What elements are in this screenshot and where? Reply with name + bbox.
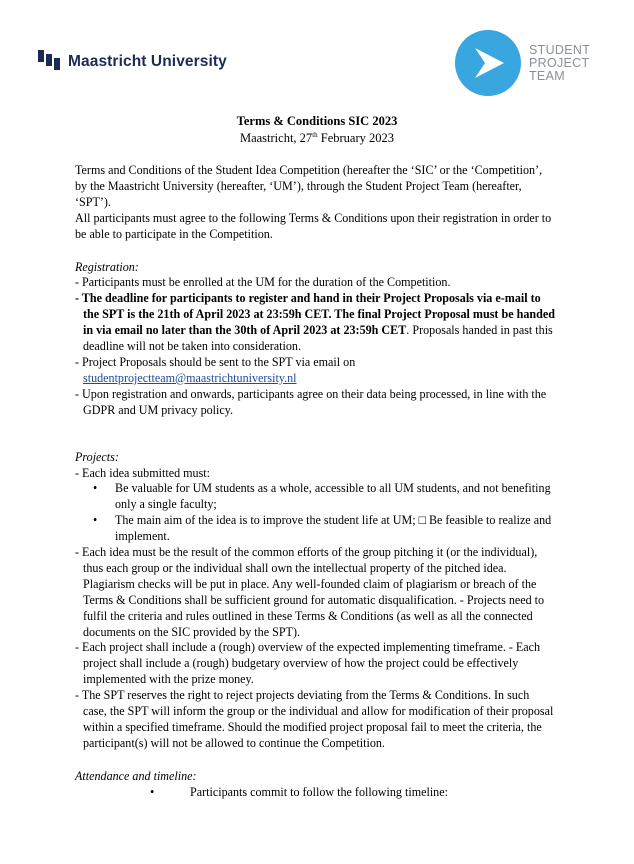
- projects-item: - Each project shall include a (rough) overview of the expected implementing timeframe. - Each project shall include a (rough) budgetary overview of how the project could be effectively implemented with the prize money.: [75, 640, 541, 687]
- projects-sub-bullet: • The main aim of the idea is to improve the student life at UM; □ Be feasible to realize and implement.: [93, 513, 552, 544]
- attendance-heading: Attendance and timeline:: [75, 768, 197, 783]
- registration-heading: Registration:: [75, 259, 139, 274]
- maastricht-university-logo: [38, 50, 227, 74]
- projects-item: - Each idea submitted must:: [75, 465, 211, 480]
- intro-paragraph: Terms and Conditions of the Student Idea Competition (hereafter the ‘SIC’ or the ‘Competition’, by the Maastricht University (hereafter, ‘UM’), through the Student Project Team (hereafter, ‘SPT’).: [75, 163, 543, 209]
- um-logo-wordmark: Maastricht University: [68, 53, 227, 70]
- um-emblem-icon: [38, 50, 60, 74]
- student-project-team-logo: [455, 30, 590, 96]
- document-body: [75, 163, 555, 801]
- projects-sub-bullet: • Be valuable for UM students as a whole, accessible to all UM students, and not benefiting only a single faculty;: [93, 481, 551, 512]
- document-place-date: Maastricht, 27th February 2023: [239, 131, 395, 146]
- spt-email-link[interactable]: studentprojectteam@maastrichtuniversity.nl: [83, 370, 297, 385]
- projects-heading: Projects:: [75, 449, 119, 464]
- intro-agreement: All participants must agree to the following Terms & Conditions upon their registration in order to be able to participate in the Competition.: [75, 210, 552, 241]
- spt-logo-wordmark: STUDENT PROJECT TEAM: [529, 42, 591, 83]
- projects-item: - Each idea must be the result of the common efforts of the group pitching it (or the individual), thus each group or the individual shall own the intellectual property of the pitched idea. Plagiarism checks will be put in place. Any well-founded claim of plagiarism or breach of the Terms & Conditions shall be sufficient ground for automatic disqualification. - Projects need to fulfil the criteria and rules outlined in these Terms & Conditions (as well as all the connected documents on the SIC provided by the SPT).: [75, 545, 545, 639]
- document-title: Terms & Conditions SIC 2023: [236, 114, 398, 128]
- spt-play-icon: [455, 30, 521, 96]
- registration-item: - Project Proposals should be sent to the SPT via email on studentprojectteam@maastrichtuniversity.nl: [75, 354, 356, 385]
- registration-deadline-item: - The deadline for participants to register and hand in their Project Proposals via e-mail to the SPT is the 21th of April 2023 at 23:59h CET. The final Project Proposal must be handed in via email no later than the 30th of April 2023 at 23:59h CET. Proposals handed in past this deadline will not be taken into consideration.: [75, 291, 555, 354]
- attendance-bullet: • Participants commit to follow the following timeline:: [150, 784, 448, 799]
- registration-item: - Upon registration and onwards, participants agree on their data being processed, in line with the GDPR and UM privacy policy.: [75, 386, 547, 417]
- registration-item: - Participants must be enrolled at the UM for the duration of the Competition.: [75, 275, 451, 290]
- projects-item: - The SPT reserves the right to reject projects deviating from the Terms & Conditions. In such case, the SPT will inform the group or the individual and allow for modification of their proposal within a specified timeframe. Should the modified project proposal fail to meet the criteria, the participant(s) will not be allowed to continue the Competition.: [75, 688, 554, 750]
